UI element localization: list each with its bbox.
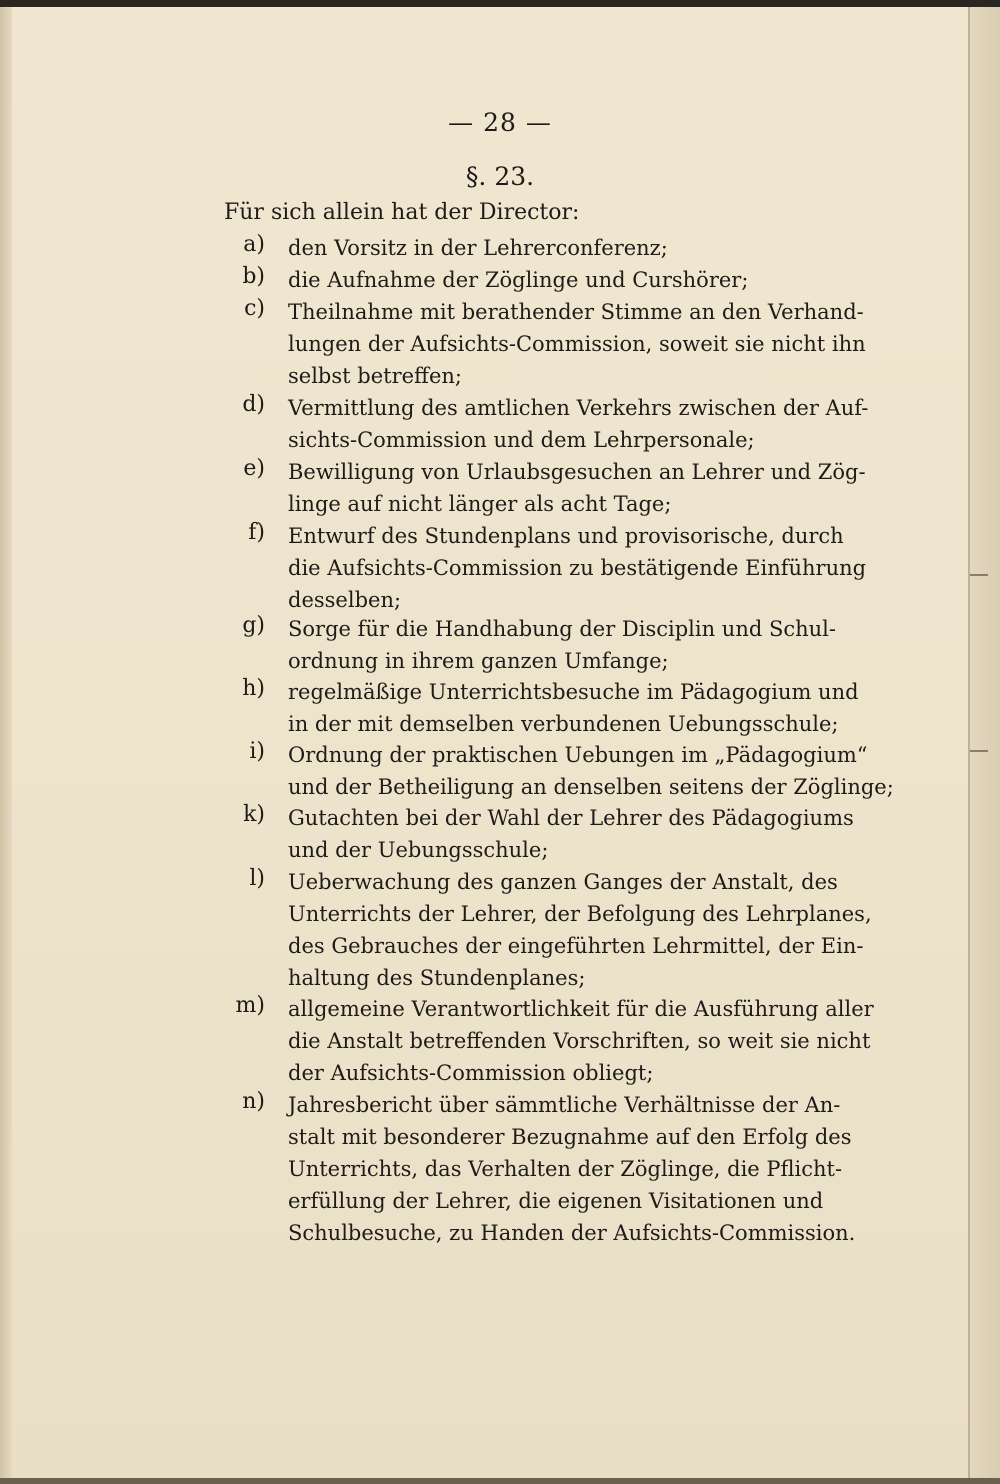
- item-text: Vermittlung des amtlichen Verkehrs zwischen der Auf- sichts-Commission und dem Lehrpersonale;: [288, 396, 869, 452]
- item-text: Sorge für die Handhabung der Disciplin und Schul- ordnung in ihrem ganzen Umfange;: [288, 617, 836, 673]
- page-left-edge: [0, 7, 12, 1478]
- item-label: e): [243, 456, 265, 481]
- item-label: f): [248, 520, 265, 545]
- item-text: Entwurf des Stundenplans und provisorische, durch die Aufsichts-Commission zu bestätigende Einführung desselben;: [288, 524, 867, 612]
- section-intro: Für sich allein hat der Director:: [224, 200, 580, 225]
- item-text: den Vorsitz in der Lehrerconferenz;: [288, 236, 668, 260]
- fold-mark: [970, 750, 988, 752]
- item-text: Jahresbericht über sämmtliche Verhältnisse der An- stalt mit besonderer Bezugnahme auf den Erfolg des Unterrichts, das Verhalten der Zöglinge, die Pflicht- erfüllung der Lehrer, die eigenen Visitationen und Schulbesuche, zu Handen der Aufsichts-Commission.: [288, 1093, 856, 1245]
- page-number: — 28 —: [448, 108, 552, 137]
- page-bottom-edge: [0, 1478, 1000, 1484]
- item-label: g): [242, 613, 265, 638]
- item-text: Theilnahme mit berathender Stimme an den Verhand- lungen der Aufsichts-Commission, soweit sie nicht ihn selbst betreffen;: [288, 300, 866, 388]
- item-label: k): [243, 802, 265, 827]
- item-label: l): [249, 866, 265, 891]
- item-label: d): [242, 392, 265, 417]
- item-label: n): [242, 1089, 265, 1114]
- item-text: Ueberwachung des ganzen Ganges der Anstalt, des Unterrichts der Lehrer, der Befolgung des Lehrplanes, des Gebrauches der eingeführten Lehrmittel, der Ein- haltung des Stundenplanes;: [288, 870, 872, 990]
- page-right-fold: [968, 7, 1000, 1478]
- item-label: h): [242, 676, 265, 701]
- item-text: allgemeine Verantwortlichkeit für die Ausführung aller die Anstalt betreffenden Vorschriften, so weit sie nicht der Aufsichts-Commission obliegt;: [288, 997, 874, 1085]
- item-text: Ordnung der praktischen Uebungen im „Pädagogium“ und der Betheiligung an denselben seitens der Zöglinge;: [288, 743, 894, 799]
- fold-mark: [970, 574, 988, 576]
- item-label: a): [243, 232, 265, 257]
- item-label: m): [235, 993, 265, 1018]
- item-label: b): [242, 264, 265, 289]
- item-text: Bewilligung von Urlaubsgesuchen an Lehrer und Zög- linge auf nicht länger als acht Tage;: [288, 460, 866, 516]
- page-top-edge: [0, 0, 1000, 7]
- item-label: i): [249, 739, 265, 764]
- item-text: die Aufnahme der Zöglinge und Curshörer;: [288, 268, 749, 292]
- item-text: Gutachten bei der Wahl der Lehrer des Pädagogiums und der Uebungsschule;: [288, 806, 854, 862]
- item-text: regelmäßige Unterrichtsbesuche im Pädagogium und in der mit demselben verbundenen Uebungsschule;: [288, 680, 859, 736]
- item-label: c): [244, 296, 265, 321]
- section-title: §. 23.: [465, 162, 535, 191]
